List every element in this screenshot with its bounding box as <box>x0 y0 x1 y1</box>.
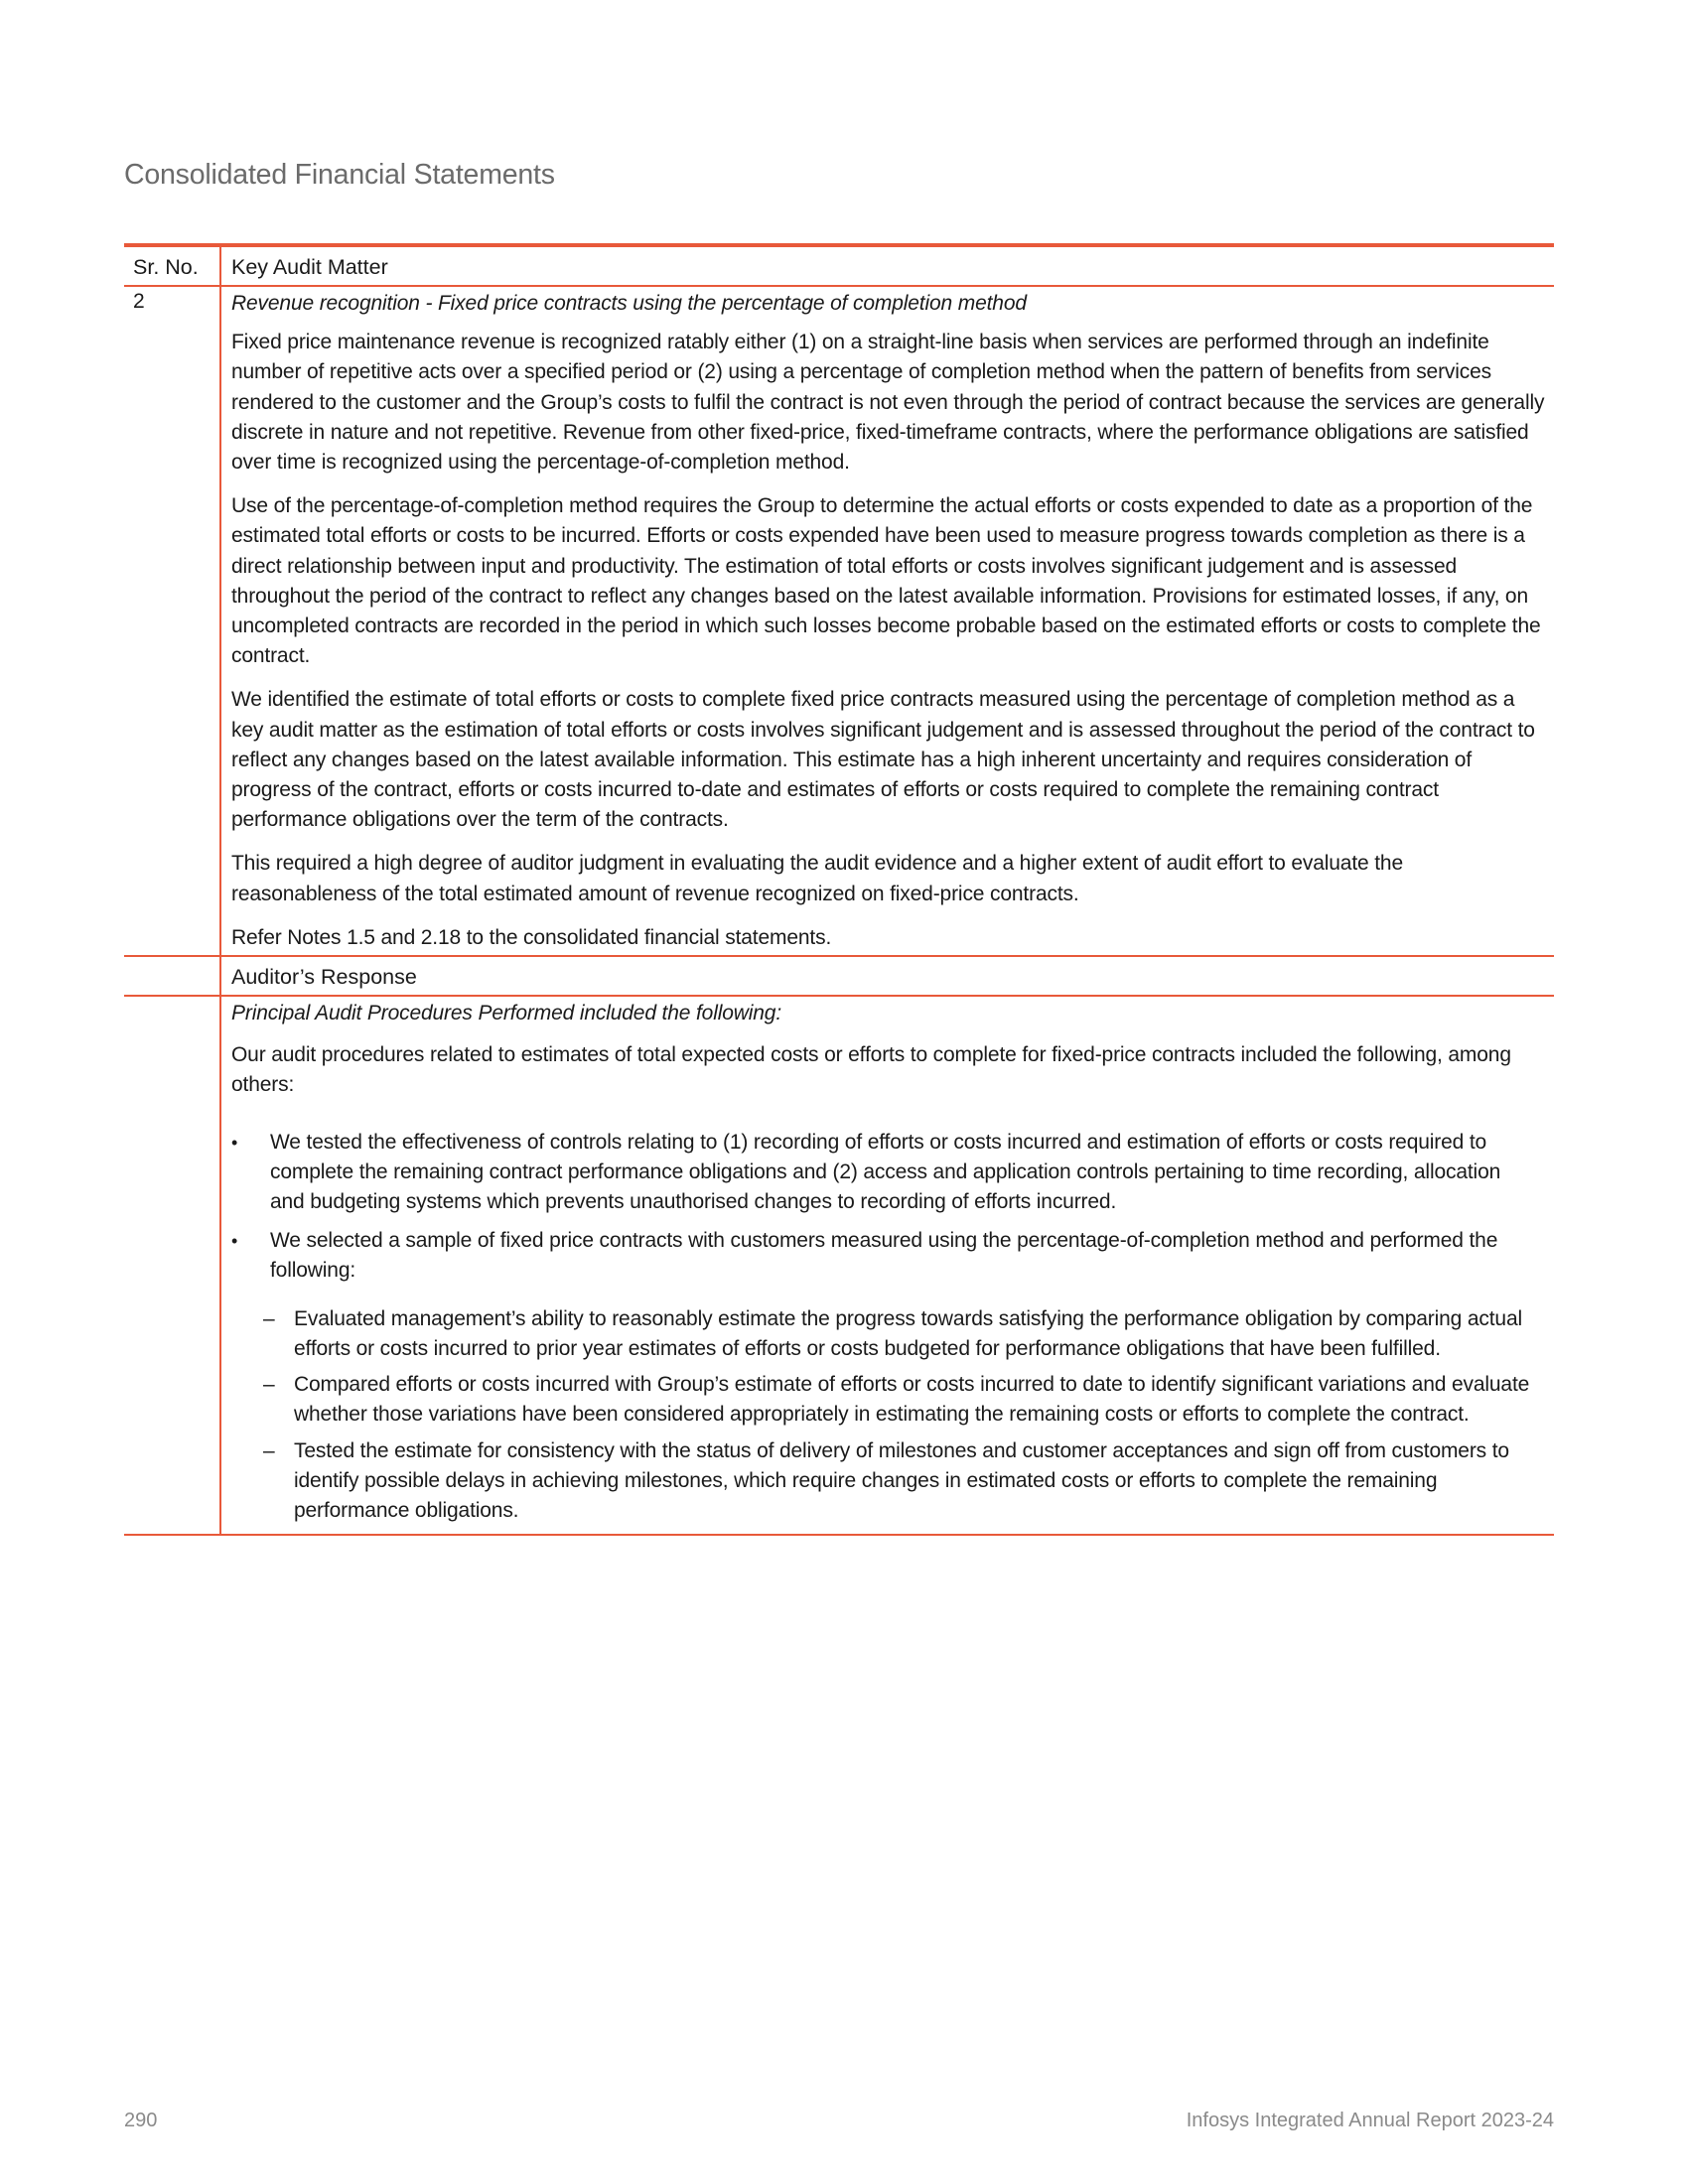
list-item <box>263 1304 1546 1364</box>
dash-marker: – <box>263 1438 275 1462</box>
sub-item-text: Compared efforts or costs incurred with Group’s estimate of efforts or costs incurred to date to identify significant variations and evaluate whether those variations have been considered appropriately in estimating the remaining costs or efforts to complete the contract. <box>294 1373 1530 1427</box>
sub-procedure-list <box>263 1304 1546 1526</box>
bullet-marker: • <box>231 1231 238 1252</box>
table-header-row <box>124 247 1554 287</box>
list-item <box>263 1370 1546 1430</box>
key-audit-matter-cell <box>219 287 1554 955</box>
matter-paragraph: This required a high degree of auditor judgment in evaluating the audit evidence and a higher extent of audit effort to evaluate the reasonableness of the total estimated amount of revenue recognized on fixed-price contracts. <box>231 852 1403 905</box>
auditor-response-header-row <box>124 957 1554 997</box>
matter-paragraph: Fixed price maintenance revenue is recognized ratably either (1) on a straight-line basis when services are performed through an indefinite number of repetitive acts over a specified period or (2) using a percentage of completion method when the pattern of benefits from services rendered to the customer and the Group’s costs to fulfil the contract is not even through the period of contract because the services are generally discrete in nature and not repetitive. Revenue from other fixed-price, fixed-timeframe contracts, where the performance obligations are satisfied over time is recognized using the percentage-of-completion method. <box>231 331 1545 475</box>
sub-item-text: Evaluated management’s ability to reasonably estimate the progress towards satisfying the performance obligation by comparing actual efforts or costs incurred to prior year estimates of efforts or costs budgeted for performance obligations that have been fulfilled. <box>294 1306 1523 1360</box>
column-header-serial: Sr. No. <box>133 255 199 279</box>
dash-marker: – <box>263 1306 275 1330</box>
key-audit-matter-table <box>124 243 1554 1536</box>
response-title: Principal Audit Procedures Performed included the following: <box>231 1002 782 1025</box>
matter-paragraph: Refer Notes 1.5 and 2.18 to the consolidated financial statements. <box>231 925 832 949</box>
list-item <box>263 1436 1546 1527</box>
dash-marker: – <box>263 1373 275 1397</box>
list-item <box>231 1226 1546 1286</box>
bullet-text: We tested the effectiveness of controls relating to (1) recording of efforts or costs incurred and estimation of efforts or costs required to complete the remaining contract performance obligations and (2) access and application controls pertaining to time recording, allocation and budgeting systems which prevents unauthorised changes to recording of efforts incurred. <box>270 1130 1501 1214</box>
auditor-response-row <box>124 997 1554 1534</box>
table-row <box>124 287 1554 957</box>
sub-item-text: Tested the estimate for consistency with the status of delivery of milestones and customer acceptances and sign off from customers to identify possible delays in achieving milestones, which require changes in estimated costs or efforts to complete the remaining performance obligations. <box>294 1438 1509 1522</box>
serial-number: 2 <box>133 290 145 313</box>
auditor-response-cell <box>219 997 1554 1534</box>
report-title: Infosys Integrated Annual Report 2023-24 <box>1186 2110 1554 2131</box>
page-number: 290 <box>124 2110 158 2131</box>
bullet-marker: • <box>231 1132 238 1153</box>
list-item <box>231 1128 1546 1218</box>
matter-title: Revenue recognition - Fixed price contracts using the percentage of completion method <box>231 292 1027 315</box>
matter-paragraph: We identified the estimate of total efforts or costs to complete fixed price contracts measured using the percentage of completion method as a key audit matter as the estimation of total efforts or costs involves significant judgement and is assessed throughout the period of the contract to reflect any changes based on the latest available information. This estimate has a high inherent uncertainty and requires consideration of progress of the contract, efforts or costs incurred to-date and estimates of efforts or costs required to complete the remaining contract performance obligations over the term of the contracts. <box>231 688 1535 832</box>
column-header-matter: Key Audit Matter <box>219 247 1554 285</box>
matter-paragraph: Use of the percentage-of-completion method requires the Group to determine the actual efforts or costs expended to date as a proportion of the estimated total efforts or costs to be incurred. Efforts or costs expended have been used to measure progress towards completion as there is a direct relationship between input and productivity. The estimation of total efforts or costs involves significant judgement and is assessed throughout the period of the contract to reflect any changes based on the latest available information. Provisions for estimated losses, if any, on uncompleted contracts are recorded in the period in which such losses become probable based on the estimated efforts or costs to complete the contract. <box>231 494 1541 668</box>
bullet-text: We selected a sample of fixed price contracts with customers measured using the percentage-of-completion method and performed the following: <box>270 1229 1498 1283</box>
page-title: Consolidated Financial Statements <box>124 159 555 191</box>
response-intro: Our audit procedures related to estimates of total expected costs or efforts to complete for fixed-price contracts included the following, among others: <box>231 1043 1511 1097</box>
auditor-response-header: Auditor’s Response <box>219 957 1554 995</box>
